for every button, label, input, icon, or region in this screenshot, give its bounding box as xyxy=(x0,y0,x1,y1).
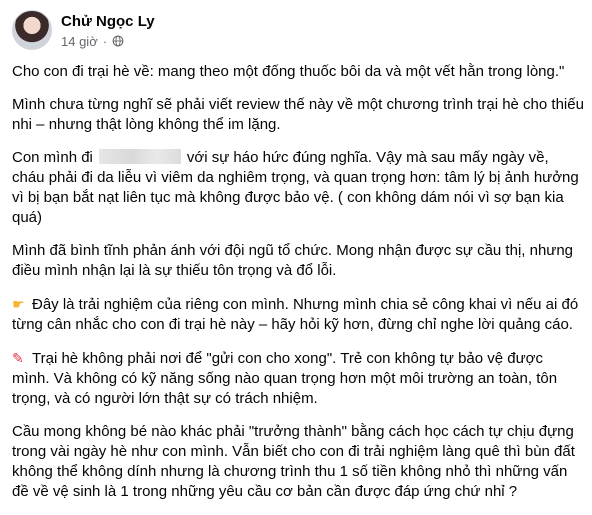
post-paragraph-1: Cho con đi trại hè về: mang theo một đống thuốc bôi da và một vết hằn trong lòng." xyxy=(12,63,565,80)
post-paragraph-4: Mình đã bình tĩnh phản ánh với đội ngũ tổ chức. Mong nhận được sự cầu thị, nhưng điều mình nhận lại là sự thiếu tôn trọng và đổ lỗi. xyxy=(12,242,574,279)
post-time[interactable]: 14 giờ xyxy=(61,33,98,49)
author-avatar[interactable] xyxy=(12,10,52,50)
paragraph-6-text: Trại hè không phải nơi để "gửi con cho xong". Trẻ con không tự bảo vệ được mình. Và không có kỹ năng sống nào quan trọng hơn một môi trường an toàn, tôn trọng, và có người lớn thật sự có trách nhiệm. xyxy=(12,350,558,407)
post-body xyxy=(12,62,584,515)
globe-icon[interactable] xyxy=(112,35,124,47)
post-meta xyxy=(61,12,155,49)
post-subline xyxy=(61,34,155,49)
post-header xyxy=(12,8,155,52)
author-name[interactable]: Chử Ngọc Ly xyxy=(61,12,155,30)
post-paragraph-3 xyxy=(12,148,584,228)
post-paragraph-7: Cầu mong không bé nào khác phải "trưởng thành" bằng cách học cách tự chịu đựng trong vài ngày hè như con mình. Vẫn biết cho con đi trải nghiệm làng quê thì bùn đất không thể không dính nhưng là chương trình thu 1 số tiền không nhỏ thì những vấn đề về vệ sinh là 1 trong những yêu cầu cơ bản cần được đáp ứng chứ nhỉ ? xyxy=(12,423,575,500)
paragraph-5-text: Đây là trải nghiệm của riêng con mình. Nhưng mình chia sẻ công khai vì nếu ai đó từng cân nhắc cho con đi trại hè này – hãy hỏi kỹ hơn, đừng chỉ nghe lời quảng cáo. xyxy=(12,296,579,333)
backhand-index-pointing-right-icon: ☛ xyxy=(12,296,25,312)
meta-separator: · xyxy=(102,33,108,49)
post-paragraph-5 xyxy=(12,294,584,335)
paragraph-3-after: với sự háo hức đúng nghĩa. Vậy mà sau mấy ngày về, cháu phải đi da liễu vì viêm da nghiêm trọng, và quan trọng hơn: tâm lý bị ảnh hưởng vì bị bạn bắt nạt liên tục mà không được bảo vệ. ( con không dám nói vì sợ bạn kia quá) xyxy=(12,149,579,226)
pushpin-icon: ✎ xyxy=(12,350,24,366)
paragraph-3-before: Con mình đi xyxy=(12,149,93,166)
redacted-camp-name xyxy=(99,149,181,164)
post-paragraph-2: Mình chưa từng nghĩ sẽ phải viết review thế này về một chương trình trại hè cho thiếu nhi – nhưng thật lòng không thể im lặng. xyxy=(12,96,584,133)
post-paragraph-6 xyxy=(12,348,584,409)
